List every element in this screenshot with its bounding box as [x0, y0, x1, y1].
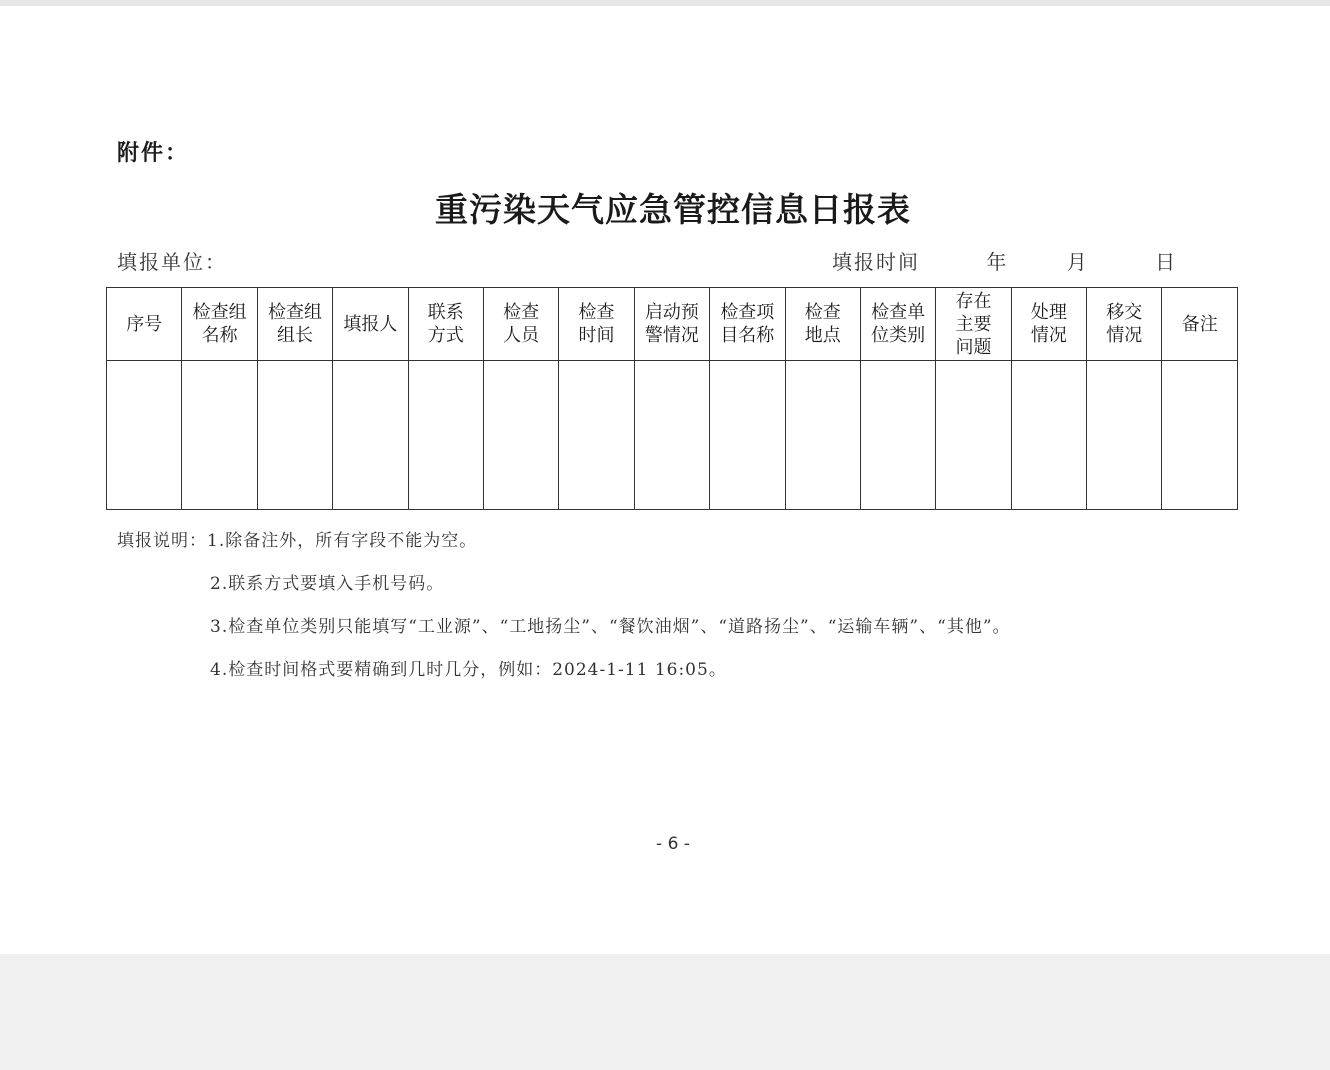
header-cell-contact	[408, 288, 483, 361]
header-cell-remarks	[1162, 288, 1238, 361]
header-label: 填报人	[343, 313, 398, 335]
page-number: - 6 -	[656, 834, 690, 854]
header-cell-unit-category	[860, 288, 935, 361]
header-label: 联系 方式	[427, 302, 464, 346]
table-cell	[182, 361, 257, 510]
table-cell	[860, 361, 935, 510]
header-cell-seq	[107, 288, 182, 361]
header-label: 检查 人员	[503, 302, 540, 346]
table-cell	[483, 361, 558, 510]
header-cell-transfer	[1087, 288, 1162, 361]
table-cell	[634, 361, 709, 510]
note-item: 4.检查时间格式要精确到几时几分，例如：2024-1-11 16:05。	[210, 660, 727, 680]
note-item: 2.联系方式要填入手机号码。	[210, 574, 445, 594]
table-cell	[333, 361, 408, 510]
table-header-row	[107, 288, 1238, 361]
header-cell-reporter	[333, 288, 408, 361]
table-cell	[1087, 361, 1162, 510]
header-label: 序号	[126, 313, 163, 335]
table-cell	[559, 361, 634, 510]
header-label: 处理 情况	[1030, 302, 1067, 346]
header-cell-handling	[1011, 288, 1086, 361]
header-label: 检查 时间	[578, 302, 615, 346]
header-label: 备注	[1181, 313, 1218, 335]
page-title: 重污染天气应急管控信息日报表	[435, 190, 911, 229]
fill-unit-label: 填报单位：	[117, 250, 227, 274]
header-cell-main-issues	[936, 288, 1011, 361]
header-cell-location	[785, 288, 860, 361]
header-cell-group-leader	[257, 288, 332, 361]
header-cell-project-name	[710, 288, 785, 361]
table-cell	[257, 361, 332, 510]
header-label: 检查单 位类别	[871, 302, 926, 346]
header-cell-inspectors	[483, 288, 558, 361]
header-label: 启动预 警情况	[644, 302, 699, 346]
report-table	[106, 287, 1238, 510]
header-label: 存在 主要 问题	[955, 290, 992, 358]
table-cell	[710, 361, 785, 510]
date-year-label: 年	[986, 250, 1009, 274]
header-cell-group-name	[182, 288, 257, 361]
note-item: 3.检查单位类别只能填写“工业源”、“工地扬尘”、“餐饮油烟”、“道路扬尘”、“运输车辆”、“其他”。	[210, 617, 1011, 637]
notes-first-line	[117, 526, 477, 551]
table-cell	[107, 361, 182, 510]
document-page	[0, 6, 1330, 954]
table-cell	[408, 361, 483, 510]
header-label: 检查 地点	[804, 302, 841, 346]
date-day-label: 日	[1155, 250, 1178, 274]
table-cell	[936, 361, 1011, 510]
note-item: 1.除备注外，所有字段不能为空。	[207, 531, 478, 551]
table-cell	[1011, 361, 1086, 510]
table-cell	[785, 361, 860, 510]
table-cell	[1162, 361, 1238, 510]
header-cell-warning-status	[634, 288, 709, 361]
attachment-label: 附件：	[117, 141, 190, 166]
fill-date-line	[832, 246, 1177, 275]
header-label: 移交 情况	[1106, 302, 1143, 346]
header-cell-inspection-time	[559, 288, 634, 361]
table-row	[107, 361, 1238, 510]
date-month-label: 月	[1066, 250, 1089, 274]
header-label: 检查组 组长	[267, 302, 322, 346]
header-label: 检查项 目名称	[720, 302, 775, 346]
header-label: 检查组 名称	[192, 302, 247, 346]
notes-label: 填报说明：	[117, 531, 207, 551]
fill-date-label: 填报时间	[832, 250, 920, 274]
